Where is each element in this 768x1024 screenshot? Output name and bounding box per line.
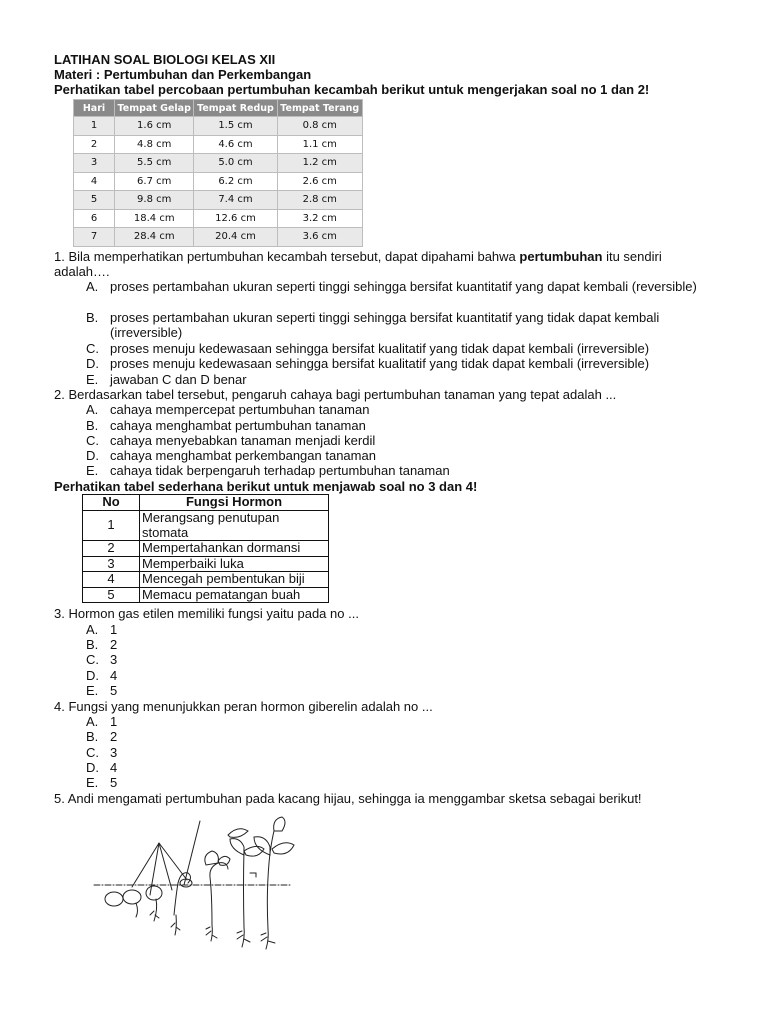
leaf-5b bbox=[218, 856, 230, 865]
option-letter: D. bbox=[86, 356, 99, 371]
option-text: 3 bbox=[110, 745, 118, 760]
cell-terang: 2.8 cm bbox=[277, 191, 362, 210]
option-letter: A. bbox=[86, 402, 99, 417]
option-text: proses pertambahan ukuran seperti tinggi sehingga bersifat kuantitatif yang dapat kembali (reversible) bbox=[110, 279, 697, 294]
option-letter: C. bbox=[86, 341, 99, 356]
table-row bbox=[74, 117, 363, 136]
option-letter: B. bbox=[86, 310, 99, 325]
option-letter: C. bbox=[86, 433, 99, 448]
cell-hari: 4 bbox=[74, 172, 115, 191]
table-row bbox=[74, 228, 363, 247]
question-1 bbox=[54, 249, 714, 280]
option-text: cahaya tidak berpengaruh terhadap pertumbuhan tanaman bbox=[110, 463, 450, 478]
option-text: proses menuju kedewasaan sehingga bersifat kualitatif yang tidak dapat kembali (irreversible) bbox=[110, 341, 650, 356]
cell-redup: 6.2 cm bbox=[194, 172, 277, 191]
option-text: cahaya mempercepat pertumbuhan tanaman bbox=[110, 402, 370, 417]
table-row bbox=[74, 191, 363, 210]
option-text: cahaya menghambat pertumbuhan tanaman bbox=[110, 418, 366, 433]
cell-no: 2 bbox=[83, 541, 140, 557]
growth-table bbox=[73, 99, 363, 247]
stem-5 bbox=[210, 863, 228, 925]
leaf-7b bbox=[272, 843, 294, 854]
cell-no: 4 bbox=[83, 572, 140, 588]
cell-fungsi: Mencegah pembentukan biji bbox=[140, 572, 329, 588]
seed-3 bbox=[146, 886, 162, 900]
question-1-text-a: 1. Bila memperhatikan pertumbuhan kecambah tersebut, dapat dipahami bahwa bbox=[54, 249, 520, 264]
cell-terang: 1.1 cm bbox=[277, 135, 362, 154]
cell-redup: 4.6 cm bbox=[194, 135, 277, 154]
option-letter: C. bbox=[86, 652, 99, 667]
cell-redup: 7.4 cm bbox=[194, 191, 277, 210]
cotyledon-4 bbox=[180, 879, 192, 887]
cell-terang: 3.6 cm bbox=[277, 228, 362, 247]
option-text: 3 bbox=[110, 652, 118, 667]
option-text: 2 bbox=[110, 637, 118, 652]
option-text: proses pertambahan ukuran seperti tinggi sehingga bersifat kuantitatif yang tidak dapat kembali (irreversible) bbox=[110, 310, 660, 341]
option-text: 2 bbox=[110, 729, 118, 744]
question-3: 3. Hormon gas etilen memiliki fungsi yaitu pada no ... bbox=[54, 606, 359, 621]
option-letter: A. bbox=[86, 714, 99, 729]
root-4 bbox=[171, 915, 180, 935]
option-letter: E. bbox=[86, 463, 99, 478]
option-text: cahaya menghambat perkembangan tanaman bbox=[110, 448, 376, 463]
cell-gelap: 4.8 cm bbox=[115, 135, 194, 154]
cell-fungsi: Memacu pematangan buah bbox=[140, 587, 329, 603]
seed-1 bbox=[105, 892, 123, 906]
question-1-keyword: pertumbuhan bbox=[519, 249, 603, 264]
cell-hari: 7 bbox=[74, 228, 115, 247]
materi-line: Materi : Pertumbuhan dan Perkembangan bbox=[54, 67, 312, 82]
cell-redup: 1.5 cm bbox=[194, 117, 277, 136]
cell-gelap: 1.6 cm bbox=[115, 117, 194, 136]
cell-no: 3 bbox=[83, 556, 140, 572]
cell-hari: 2 bbox=[74, 135, 115, 154]
option-text: proses menuju kedewasaan sehingga bersifat kualitatif yang tidak dapat kembali (irreversible) bbox=[110, 356, 650, 371]
stem-6 bbox=[244, 849, 245, 927]
table-row bbox=[83, 572, 329, 588]
cell-terang: 3.2 cm bbox=[277, 209, 362, 228]
header-tempat-terang: Tempat Terang bbox=[277, 100, 362, 117]
marker-6 bbox=[250, 873, 256, 877]
option-letter: D. bbox=[86, 448, 99, 463]
cell-no: 1 bbox=[83, 511, 140, 541]
cell-fungsi: Mempertahankan dormansi bbox=[140, 541, 329, 557]
question-2: 2. Berdasarkan tabel tersebut, pengaruh cahaya bagi pertumbuhan tanaman yang tepat adalah ... bbox=[54, 387, 617, 402]
table-row bbox=[74, 135, 363, 154]
option-letter: B. bbox=[86, 637, 99, 652]
option-letter: E. bbox=[86, 775, 99, 790]
worksheet-title: LATIHAN SOAL BIOLOGI KELAS XII bbox=[54, 52, 276, 67]
cell-redup: 5.0 cm bbox=[194, 154, 277, 173]
header-no: No bbox=[83, 495, 140, 511]
instruction-table-1: Perhatikan tabel percobaan pertumbuhan kecambah berikut untuk mengerjakan soal no 1 dan 2! bbox=[54, 82, 650, 97]
root-7 bbox=[261, 929, 275, 949]
option-letter: B. bbox=[86, 418, 99, 433]
pointer-line bbox=[159, 843, 187, 880]
option-text: jawaban C dan D benar bbox=[110, 372, 247, 387]
table-row bbox=[74, 172, 363, 191]
cell-terang: 2.6 cm bbox=[277, 172, 362, 191]
cell-redup: 20.4 cm bbox=[194, 228, 277, 247]
option-letter: E. bbox=[86, 683, 99, 698]
option-text: 5 bbox=[110, 683, 118, 698]
option-letter: A. bbox=[86, 279, 99, 294]
pointer-line bbox=[184, 821, 200, 885]
option-text: cahaya menyebabkan tanaman menjadi kerdil bbox=[110, 433, 376, 448]
option-letter: A. bbox=[86, 622, 99, 637]
option-text: 1 bbox=[110, 622, 118, 637]
cell-hari: 1 bbox=[74, 117, 115, 136]
table-row bbox=[83, 587, 329, 603]
option-letter: B. bbox=[86, 729, 99, 744]
option-letter: D. bbox=[86, 668, 99, 683]
root-6 bbox=[237, 927, 250, 947]
cell-redup: 12.6 cm bbox=[194, 209, 277, 228]
cell-gelap: 9.8 cm bbox=[115, 191, 194, 210]
option-text: 5 bbox=[110, 775, 118, 790]
cell-gelap: 18.4 cm bbox=[115, 209, 194, 228]
leaf-6c bbox=[228, 829, 248, 838]
cell-no: 5 bbox=[83, 587, 140, 603]
option-text: 1 bbox=[110, 714, 118, 729]
option-letter: C. bbox=[86, 745, 99, 760]
instruction-table-2: Perhatikan tabel sederhana berikut untuk menjawab soal no 3 dan 4! bbox=[54, 479, 478, 494]
germination-sketch bbox=[92, 815, 302, 950]
table-row bbox=[83, 541, 329, 557]
table-row bbox=[83, 556, 329, 572]
cell-hari: 3 bbox=[74, 154, 115, 173]
question-1-text-b: itu sendiri adalah…. bbox=[54, 249, 662, 280]
option-letter: E. bbox=[86, 372, 99, 387]
header-tempat-redup: Tempat Redup bbox=[194, 100, 277, 117]
pointer-line bbox=[159, 843, 172, 890]
cell-terang: 1.2 cm bbox=[277, 154, 362, 173]
leaf-6b bbox=[244, 846, 264, 856]
cell-hari: 6 bbox=[74, 209, 115, 228]
table-row bbox=[83, 511, 329, 541]
stem-7 bbox=[267, 831, 274, 929]
root-3 bbox=[150, 899, 159, 921]
seed-2 bbox=[123, 890, 141, 904]
header-hari: Hari bbox=[74, 100, 115, 117]
option-letter: D. bbox=[86, 760, 99, 775]
root-5 bbox=[206, 925, 217, 941]
cell-gelap: 6.7 cm bbox=[115, 172, 194, 191]
question-4: 4. Fungsi yang menunjukkan peran hormon giberelin adalah no ... bbox=[54, 699, 433, 714]
header-tempat-gelap: Tempat Gelap bbox=[115, 100, 194, 117]
cell-fungsi: Merangsang penutupan stomata bbox=[140, 511, 329, 541]
cell-fungsi: Memperbaiki luka bbox=[140, 556, 329, 572]
leaf-6a bbox=[230, 839, 244, 855]
cell-gelap: 5.5 cm bbox=[115, 154, 194, 173]
radicle-2 bbox=[136, 903, 138, 917]
hormone-table-header bbox=[83, 495, 329, 511]
table-row bbox=[74, 209, 363, 228]
leaf-5a bbox=[205, 851, 219, 865]
question-5: 5. Andi mengamati pertumbuhan pada kacang hijau, sehingga ia menggambar sketsa sebagai berikut! bbox=[54, 791, 642, 806]
cell-terang: 0.8 cm bbox=[277, 117, 362, 136]
growth-table-header bbox=[74, 100, 363, 117]
table-row bbox=[74, 154, 363, 173]
header-fungsi-hormon: Fungsi Hormon bbox=[140, 495, 329, 511]
option-text: 4 bbox=[110, 668, 118, 683]
leaf-7c bbox=[274, 817, 285, 831]
cell-hari: 5 bbox=[74, 191, 115, 210]
option-text: 4 bbox=[110, 760, 118, 775]
hormone-table bbox=[82, 494, 329, 603]
cell-gelap: 28.4 cm bbox=[115, 228, 194, 247]
